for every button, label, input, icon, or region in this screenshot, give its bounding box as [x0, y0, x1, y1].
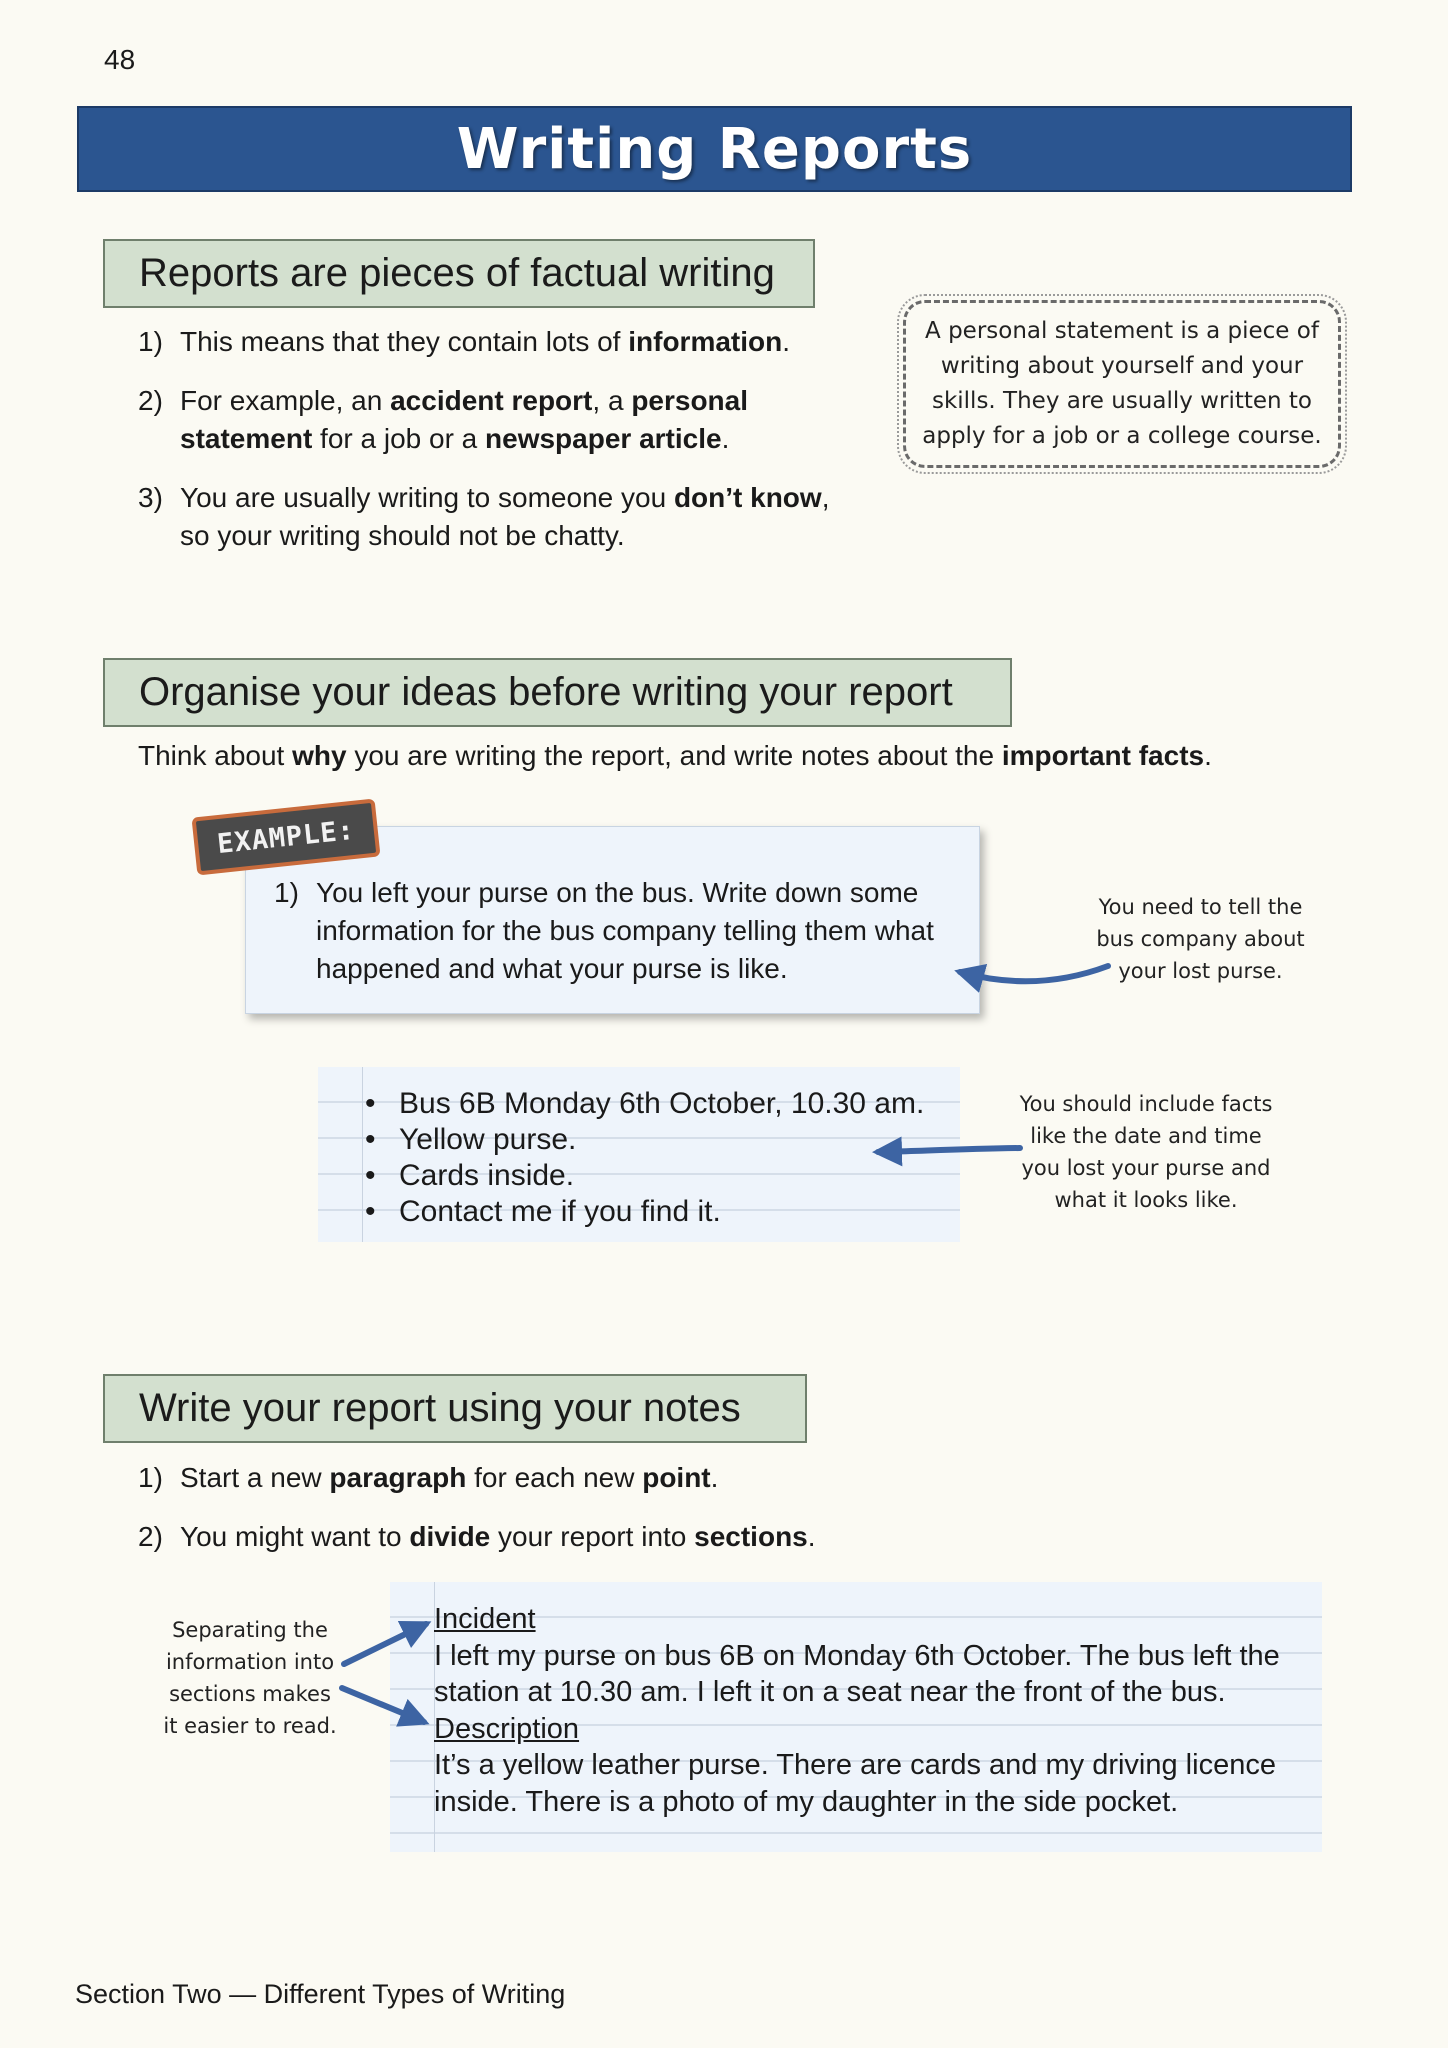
description-text: It’s a yellow leather purse. There are cards and my driving licence inside. There is a photo of my daughter in the side pocket.	[434, 1749, 1276, 1818]
notes-side-note: You should include facts like the date and time you lost your purse and what it looks like.	[1019, 1092, 1273, 1212]
list-item: • Bus 6B Monday 6th October, 10.30 am.	[365, 1086, 924, 1122]
title-bar	[77, 106, 1352, 192]
page-number: 48	[104, 44, 136, 75]
section-heading-write: Write your report using your notes	[103, 1374, 807, 1443]
sections-side-note: Separating the information into sections makes it easier to read.	[163, 1618, 337, 1738]
section-heading-organise: Organise your ideas before writing your report	[103, 658, 1012, 727]
list-item: 3) You are usually writing to someone you don’t know, so your writing should not be chatty.	[138, 482, 830, 551]
list-item: 1) Start a new paragraph for each new point.	[138, 1462, 719, 1493]
example-tag: EXAMPLE:	[191, 799, 380, 876]
list-item: • Cards inside.	[365, 1158, 924, 1194]
list-item: 2) For example, an accident report, a personal statement for a job or a newspaper article.	[138, 385, 749, 454]
list-item: • Yellow purse.	[365, 1122, 924, 1158]
description-heading: Description	[434, 1712, 580, 1745]
write-list	[138, 1459, 1038, 1556]
notes-list	[365, 1086, 924, 1230]
list-item: 2) You might want to divide your report into sections.	[138, 1521, 816, 1552]
list-item: 1) This means that they contain lots of information.	[138, 326, 791, 357]
example-number: 1)	[274, 877, 299, 908]
list-item: • Contact me if you find it.	[365, 1194, 924, 1230]
example-text: You left your purse on the bus. Write down some information for the bus company telling them what happened and what your purse is like.	[316, 877, 934, 984]
report-text	[434, 1601, 1314, 1821]
incident-text: I left my purse on bus 6B on Monday 6th October. The bus left the station at 10.30 am. I left it on a seat near the front of the bus.	[434, 1639, 1280, 1709]
factual-list	[138, 323, 878, 555]
section-heading-factual: Reports are pieces of factual writing	[103, 239, 815, 308]
organise-intro: Think about why you are writing the report, and write notes about the important facts.	[138, 740, 1212, 771]
personal-statement-note: A personal statement is a piece of writing about yourself and your skills. They are usually written to apply for a job or a college course.	[903, 300, 1341, 468]
page-title: Writing Reports	[456, 116, 973, 182]
incident-heading: Incident	[434, 1603, 536, 1635]
page-footer: Section Two — Different Types of Writing	[75, 1979, 566, 2009]
example-side-note: You need to tell the bus company about your lost purse.	[1096, 895, 1305, 983]
